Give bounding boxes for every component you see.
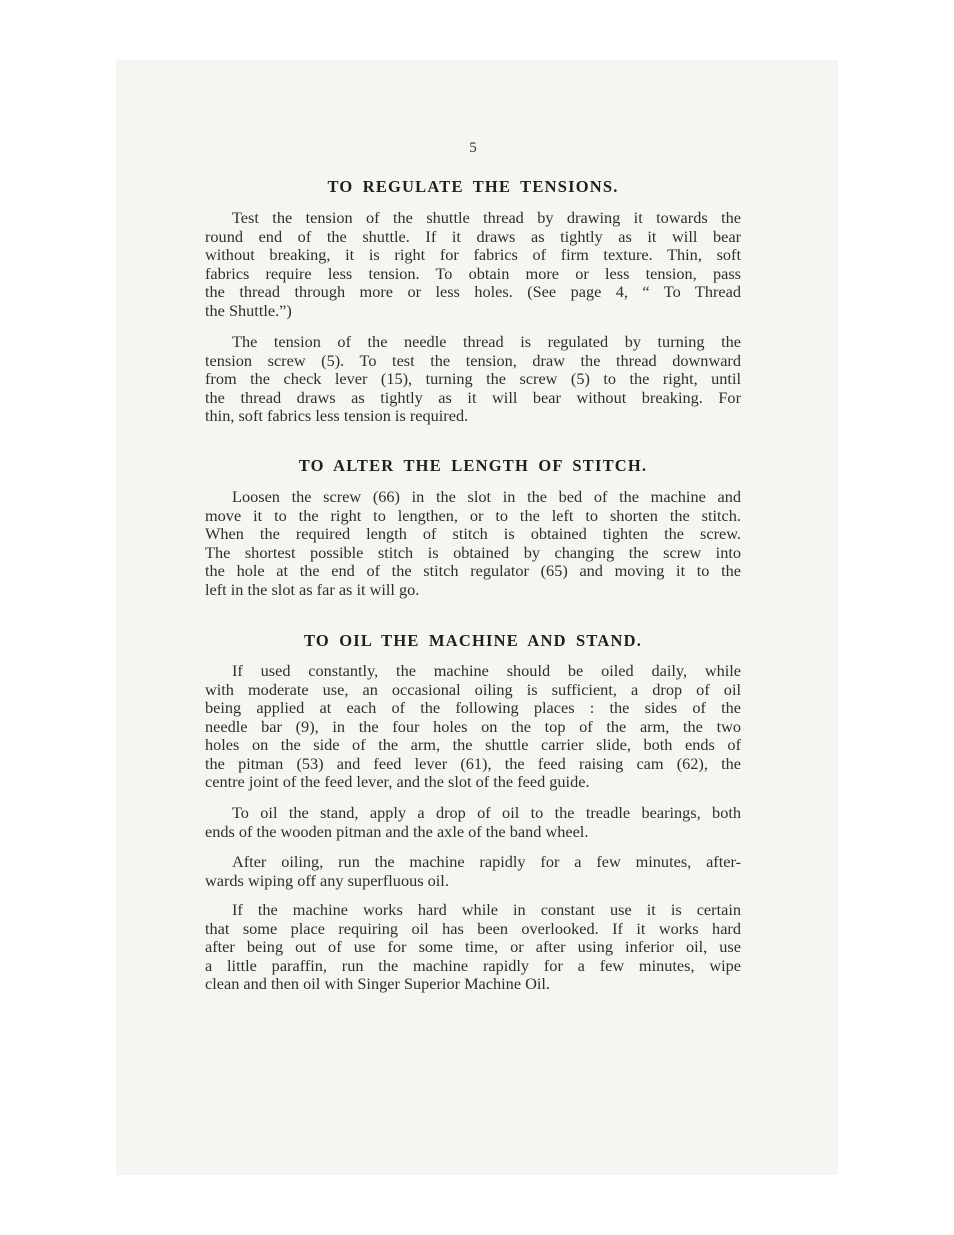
text-line: Loosen the screw (66) in the slot in the bed of the machine and <box>232 487 741 506</box>
paragraph-needle-tension <box>205 333 741 426</box>
text-line: holes on the side of the arm, the shuttle carrier slide, both ends of <box>205 735 741 754</box>
text-line: left in the slot as far as it will go. <box>205 579 420 599</box>
text-line: needle bar (9), in the four holes on the top of the arm, the two <box>205 716 741 736</box>
text-line: fabrics require less tension. To obtain more or less tension, pass <box>205 263 741 283</box>
text-line: the hole at the end of the stitch regulator (65) and moving it to the <box>205 561 741 580</box>
text-line: centre joint of the feed lever, and the slot of the feed guide. <box>205 772 590 791</box>
text-line: the pitman (53) and feed lever (61), the feed raising cam (62), the <box>205 753 741 773</box>
paragraph-shuttle-tension <box>205 209 741 320</box>
text-line: the Shuttle.”) <box>205 300 292 320</box>
text-line: The shortest possible stitch is obtained by changing the screw into <box>205 542 741 562</box>
text-line: without breaking, it is right for fabrics of firm texture. Thin, soft <box>205 245 741 264</box>
text-line: If used constantly, the machine should be oiled daily, while <box>232 661 741 680</box>
text-line: tension screw (5). To test the tension, draw the thread downward <box>205 350 741 370</box>
paragraph-works-hard <box>205 901 741 994</box>
text-line: after being out of use for some time, or after using inferior oil, use <box>205 937 741 956</box>
text-line: the thread through more or less holes. (See page 4, “ To Thread <box>205 282 741 301</box>
text-line: To oil the stand, apply a drop of oil to the treadle bearings, both <box>232 803 741 822</box>
text-line: If the machine works hard while in constant use it is certain <box>232 900 741 919</box>
text-line: After oiling, run the machine rapidly for a few minutes, after- <box>232 852 741 871</box>
text-line: The tension of the needle thread is regulated by turning the <box>232 332 741 351</box>
text-line: When the required length of stitch is obtained tighten the screw. <box>205 524 741 543</box>
paragraph-after-oiling <box>205 853 741 890</box>
text-line: with moderate use, an occasional oiling is sufficient, a drop of oil <box>205 679 741 699</box>
text-line: that some place requiring oil has been overlooked. If it works hard <box>205 918 741 938</box>
text-line: the thread draws as tightly as it will bear without breaking. For <box>205 387 741 407</box>
text-line: Test the tension of the shuttle thread by drawing it towards the <box>232 208 741 227</box>
text-line: ends of the wooden pitman and the axle of the band wheel. <box>205 821 589 841</box>
text-line: round end of the shuttle. If it draws as tightly as it will bear <box>205 226 741 246</box>
paragraph-oil-stand <box>205 804 741 841</box>
paragraph-oiling-places <box>205 662 741 792</box>
text-line: thin, soft fabrics less tension is required. <box>205 406 469 425</box>
page-number: 5 <box>469 140 477 156</box>
heading-oil-machine-stand: TO OIL THE MACHINE AND STAND. <box>303 631 643 650</box>
text-line: from the check lever (15), turning the screw (5) to the right, until <box>205 369 741 388</box>
text-line: a little paraffin, run the machine rapidly for a few minutes, wipe <box>205 955 741 975</box>
paragraph-stitch-length <box>205 488 741 599</box>
text-line: being applied at each of the following places : the sides of the <box>205 698 741 717</box>
text-line: clean and then oil with Singer Superior Machine Oil. <box>205 974 550 993</box>
heading-alter-stitch-length: TO ALTER THE LENGTH OF STITCH. <box>298 456 648 475</box>
heading-regulate-tensions: TO REGULATE THE TENSIONS. <box>327 177 619 196</box>
text-line: move it to the right to lengthen, or to the left to shorten the stitch. <box>205 505 741 525</box>
text-line: wards wiping off any superfluous oil. <box>205 870 449 890</box>
